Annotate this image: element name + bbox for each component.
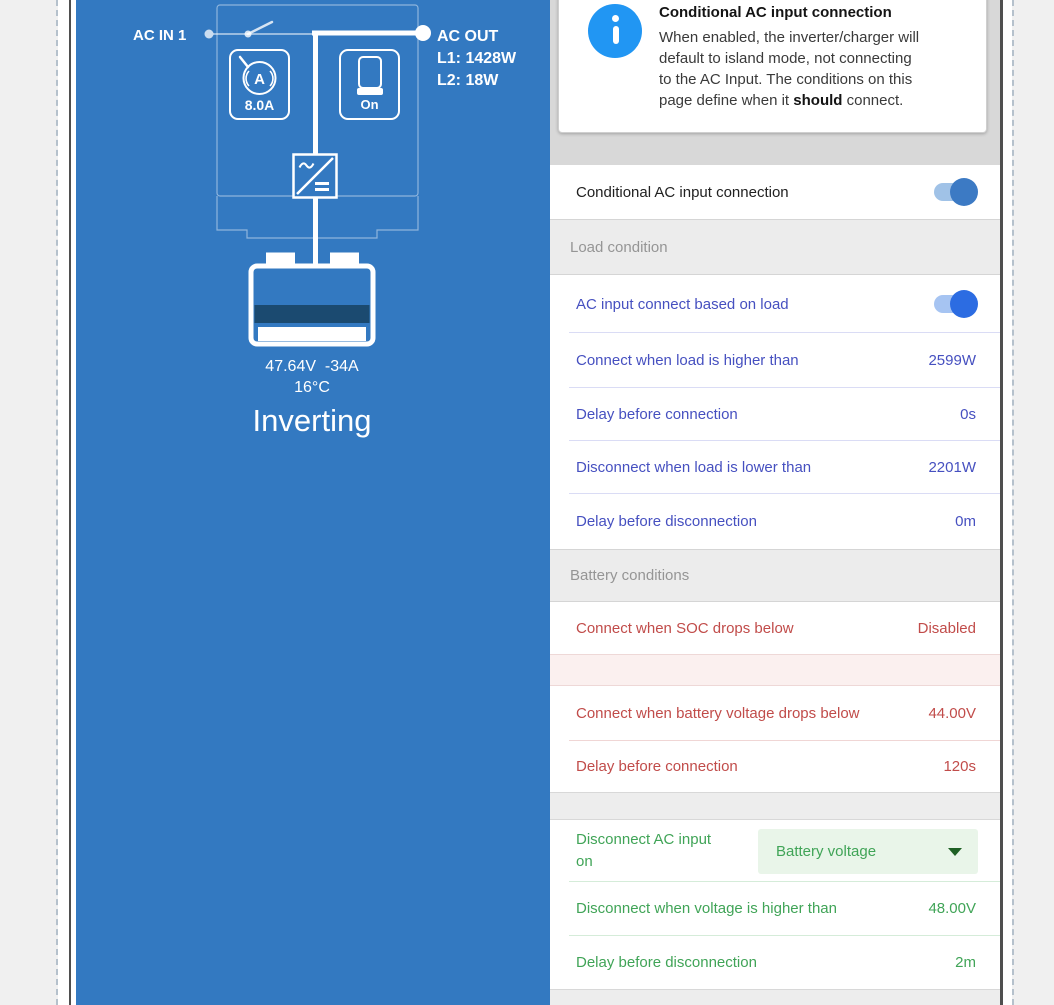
row-label: Disconnect when voltage is higher than [576,900,837,917]
info-card-body [659,27,979,111]
row-label: Delay before connection [576,405,738,423]
row-label: Disconnect when load is lower than [576,458,812,476]
disconnect-on-dropdown[interactable] [758,829,978,874]
load-condition-toggle[interactable] [934,290,976,318]
row-value: 120s [943,758,976,775]
ac-out-label: AC OUT [437,28,499,45]
conditional-ac-toggle[interactable] [934,178,976,206]
info-icon [588,4,642,58]
row-label: Conditional AC input connection [576,183,789,201]
info-body-line: to the AC Input. The conditions on this [659,71,913,88]
power-switch-icon[interactable] [340,50,399,119]
section-gap [550,792,1000,820]
gauge-needle [240,57,248,67]
open-switch-lever [248,22,272,34]
info-body-line: page define when it [659,92,794,109]
ac-in-wire [205,22,313,39]
info-card-background [550,0,1000,165]
row-label: Delay before disconnection [576,513,757,530]
row-connect-voltage-drops-below[interactable] [550,686,1000,740]
battery-soc-fill [258,327,366,341]
current-limit-value: 8.0A [244,97,275,113]
info-card-title: Conditional AC input connection [659,4,892,21]
row-conditional-ac-input[interactable] [550,165,1000,219]
current-limit-icon[interactable] [230,50,289,119]
battery-temperature: 16°C [294,379,330,396]
row-value: 2201W [928,458,976,476]
crop-dash-right [1012,0,1014,1005]
row-value: 0m [955,513,976,530]
row-disconnect-load-lower[interactable] [550,441,1000,493]
row-label: Connect when SOC drops below [576,619,794,637]
right-margin [1003,0,1012,1005]
dropdown-value: Battery voltage [776,843,877,860]
row-value: 0s [960,405,976,423]
info-body-bold: should [793,92,843,109]
disabled-setting-band [550,654,1000,686]
system-overview-panel [76,0,550,1005]
row-label: Delay before disconnection [576,954,757,971]
row-ac-connect-based-on-load[interactable] [550,275,1000,333]
info-body-line: default to island mode, not connecting [659,50,912,67]
section-header-load-condition [550,219,1000,275]
row-delay-before-connection-battery[interactable] [550,741,1000,792]
row-connect-load-higher[interactable] [550,333,1000,387]
inverter-icon [294,155,337,198]
row-value: 2599W [928,351,976,369]
left-margin [58,0,69,1005]
row-disconnect-ac-input-on[interactable] [550,820,1000,882]
ac-out-l2-power: L2: 18W [437,72,499,89]
switch-state-label: On [360,97,379,112]
row-delay-before-disconnection-battery[interactable] [550,936,1000,989]
row-disconnect-voltage-higher[interactable] [550,882,1000,935]
row-label: Delay before connection [576,758,738,775]
row-delay-before-disconnection-load[interactable] [550,494,1000,549]
row-connect-soc-drops-below[interactable] [550,602,1000,654]
ac-out-node-dot [415,25,431,41]
info-body-line: When enabled, the inverter/charger will [659,29,920,46]
crop-dash-left [56,0,58,1005]
row-label: Disconnect AC input on [576,831,712,870]
window-border-right [1000,0,1003,1005]
ac-in-node-dot [205,30,214,39]
gauge-letter: A [254,71,265,88]
row-value: Disabled [917,619,976,637]
section-header-label: Load condition [570,238,668,256]
info-body-line: connect. [842,92,904,109]
row-label: Connect when load is higher than [576,351,799,369]
section-gap [550,989,1000,1005]
row-label: Connect when battery voltage drops below [576,704,860,722]
row-delay-before-connection-load[interactable] [550,388,1000,440]
row-value: 44.00V [928,704,976,722]
section-header-label: Battery conditions [570,567,690,584]
battery-terminal-left [266,253,295,264]
info-card [558,0,987,133]
chevron-down-icon [948,848,962,856]
battery-terminal-right [330,253,359,264]
row-value: 48.00V [928,900,976,917]
system-diagram [76,0,550,1005]
device-state-label: Inverting [252,403,372,438]
battery-soc-stripe [255,305,370,323]
ac-out-l1-power: L1: 1428W [437,50,517,67]
active-wires [312,31,423,264]
settings-panel [550,0,1000,1005]
ac-in-label: AC IN 1 [133,27,187,44]
row-value: 2m [955,954,976,971]
section-header-battery-conditions [550,549,1000,602]
battery-icon [251,253,373,345]
row-label: AC input connect based on load [576,295,789,313]
battery-voltage-current: 47.64V -34A [265,358,359,375]
